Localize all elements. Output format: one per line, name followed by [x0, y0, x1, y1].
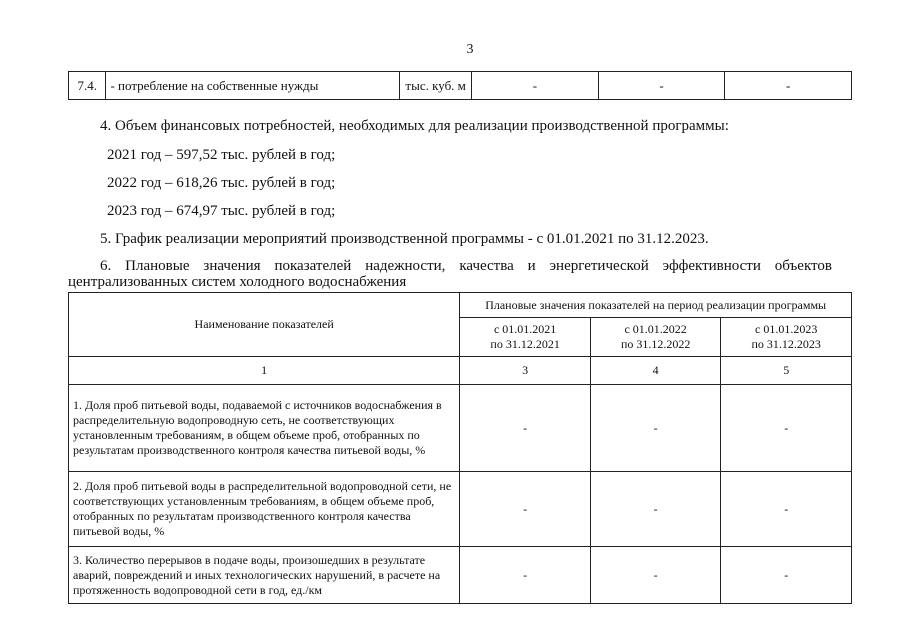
name-header: Наименование показателей	[69, 293, 460, 357]
indicator-value: -	[590, 547, 721, 604]
column-number: 3	[460, 357, 591, 385]
row-value: -	[598, 72, 725, 100]
table-row	[69, 472, 852, 547]
column-number: 1	[69, 357, 460, 385]
period-from: с 01.01.2021	[493, 322, 557, 336]
period-to: по 31.12.2023	[751, 337, 821, 351]
group-header: Плановые значения показателей на период реализации программы	[460, 293, 852, 318]
column-number: 4	[590, 357, 721, 385]
row-name: - потребление на собственные нужды	[106, 72, 400, 100]
section-6-heading	[68, 258, 832, 290]
indicator-value: -	[590, 385, 721, 472]
indicator-name: 1. Доля проб питьевой воды, подаваемой с источников водоснабжения в распределительную водопроводную сеть, не соответствующих установленным требованиям, в общем объеме проб, отобранных по результатам производственного контроля качества питьевой воды, %	[69, 385, 460, 472]
indicator-name: 2. Доля проб питьевой воды в распределительной водопроводной сети, не соответствующих установленным требованиям, в общем объеме проб, отобранных по результатам производственного контроля качества питьевой воды, %	[69, 472, 460, 547]
indicator-value: -	[721, 472, 852, 547]
section-6-line-2: централизованных систем холодного водоснабжения	[68, 274, 407, 290]
column-number: 5	[721, 357, 852, 385]
table-row	[69, 547, 852, 604]
year-2021-line: 2021 год – 597,52 тыс. рублей в год;	[107, 147, 336, 163]
indicators-table	[68, 292, 852, 604]
indicator-value: -	[590, 472, 721, 547]
indicator-value: -	[460, 547, 591, 604]
period-header	[590, 318, 721, 357]
table-row	[69, 385, 852, 472]
section-5-text: 5. График реализации мероприятий производственной программы - с 01.01.2021 по 31.12.2023.	[100, 231, 709, 247]
period-from: с 01.01.2023	[755, 322, 818, 336]
year-2023-line: 2023 год – 674,97 тыс. рублей в год;	[107, 203, 336, 219]
row-value: -	[472, 72, 599, 100]
period-to: по 31.12.2022	[620, 337, 691, 351]
row-number: 7.4.	[69, 72, 106, 100]
indicator-name: 3. Количество перерывов в подаче воды, произошедших в результате аварий, повреждений и иных технологических нарушений, в расчете на протяженность водопроводной сети в год, ед./км	[69, 547, 460, 604]
section-4-text: 4. Объем финансовых потребностей, необходимых для реализации производственной программы:	[100, 118, 729, 134]
indicator-value: -	[721, 385, 852, 472]
indicator-value: -	[721, 547, 852, 604]
row-value: -	[725, 72, 852, 100]
table-row	[69, 72, 852, 100]
period-header	[721, 318, 852, 357]
column-number-row	[69, 357, 852, 385]
period-header	[460, 318, 591, 357]
period-to: по 31.12.2021	[490, 337, 560, 351]
section-6-line-1: 6. Плановые значения показателей надежности, качества и энергетической эффективности объектов	[100, 258, 832, 274]
indicator-value: -	[460, 472, 591, 547]
row-unit: тыс. куб. м	[400, 72, 472, 100]
period-from: с 01.01.2022	[624, 322, 687, 336]
page-number: 3	[466, 42, 474, 57]
table-header-row	[69, 293, 852, 318]
top-table	[68, 71, 852, 100]
year-2022-line: 2022 год – 618,26 тыс. рублей в год;	[107, 175, 336, 191]
indicator-value: -	[460, 385, 591, 472]
